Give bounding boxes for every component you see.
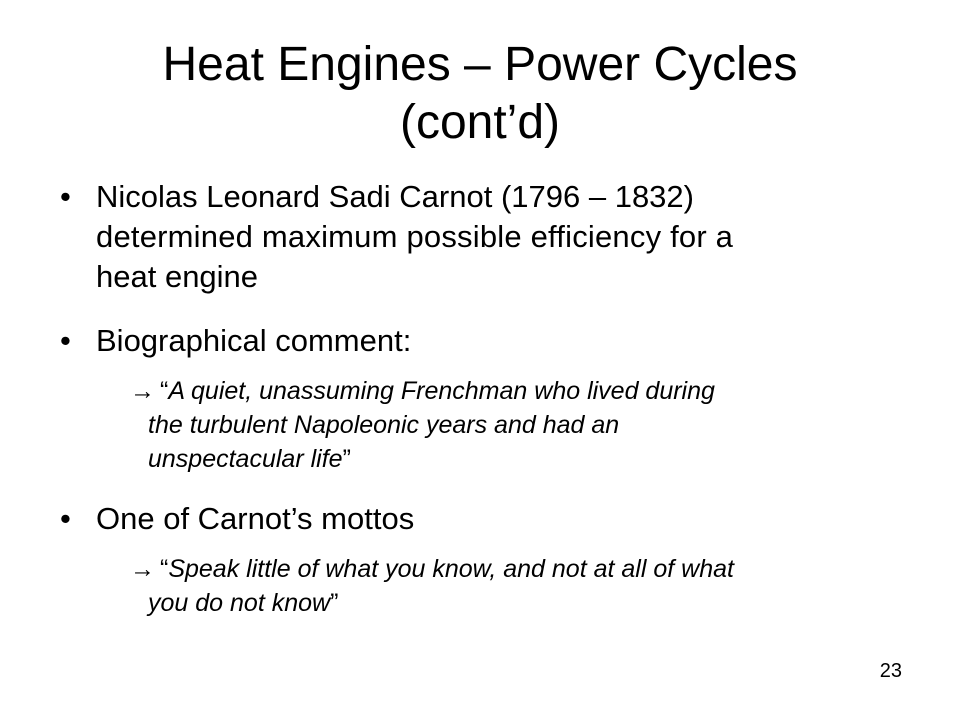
bullet-marker: • bbox=[60, 179, 71, 214]
arrow-marker: → bbox=[130, 377, 155, 405]
quote-line bbox=[148, 444, 351, 475]
bullet-text-line: Biographical comment: bbox=[96, 323, 412, 358]
bullet-marker: • bbox=[60, 323, 71, 358]
close-quote: ” bbox=[330, 589, 339, 617]
title-line-1: Heat Engines – Power Cycles bbox=[162, 38, 798, 91]
title-line-2: (cont’d) bbox=[399, 96, 561, 149]
arrow-marker: → bbox=[130, 555, 155, 583]
bullet-marker: • bbox=[60, 501, 71, 536]
slide-number: 23 bbox=[879, 660, 902, 682]
quote-line bbox=[148, 410, 619, 441]
quote-line bbox=[160, 376, 715, 407]
quote-line bbox=[148, 588, 338, 619]
quote-text: Speak little of what you know, and not at all of what bbox=[168, 555, 734, 583]
bullet-text-line: heat engine bbox=[96, 259, 259, 294]
quote-text: unspectacular life bbox=[148, 445, 343, 473]
bullet-text-line: determined maximum possible efficiency for a bbox=[96, 219, 734, 254]
quote-text: A quiet, unassuming Frenchman who lived during bbox=[168, 377, 715, 405]
open-quote: “ bbox=[160, 377, 169, 405]
close-quote: ” bbox=[342, 445, 351, 473]
open-quote: “ bbox=[160, 555, 169, 583]
quote-text: the turbulent Napoleonic years and had an bbox=[148, 411, 620, 439]
bullet-text-line: One of Carnot’s mottos bbox=[96, 501, 415, 536]
bullet-text-line: Nicolas Leonard Sadi Carnot (1796 – 1832) bbox=[96, 179, 694, 214]
slide-title bbox=[60, 36, 900, 152]
quote-line bbox=[160, 554, 734, 585]
quote-text: you do not know bbox=[148, 589, 331, 617]
